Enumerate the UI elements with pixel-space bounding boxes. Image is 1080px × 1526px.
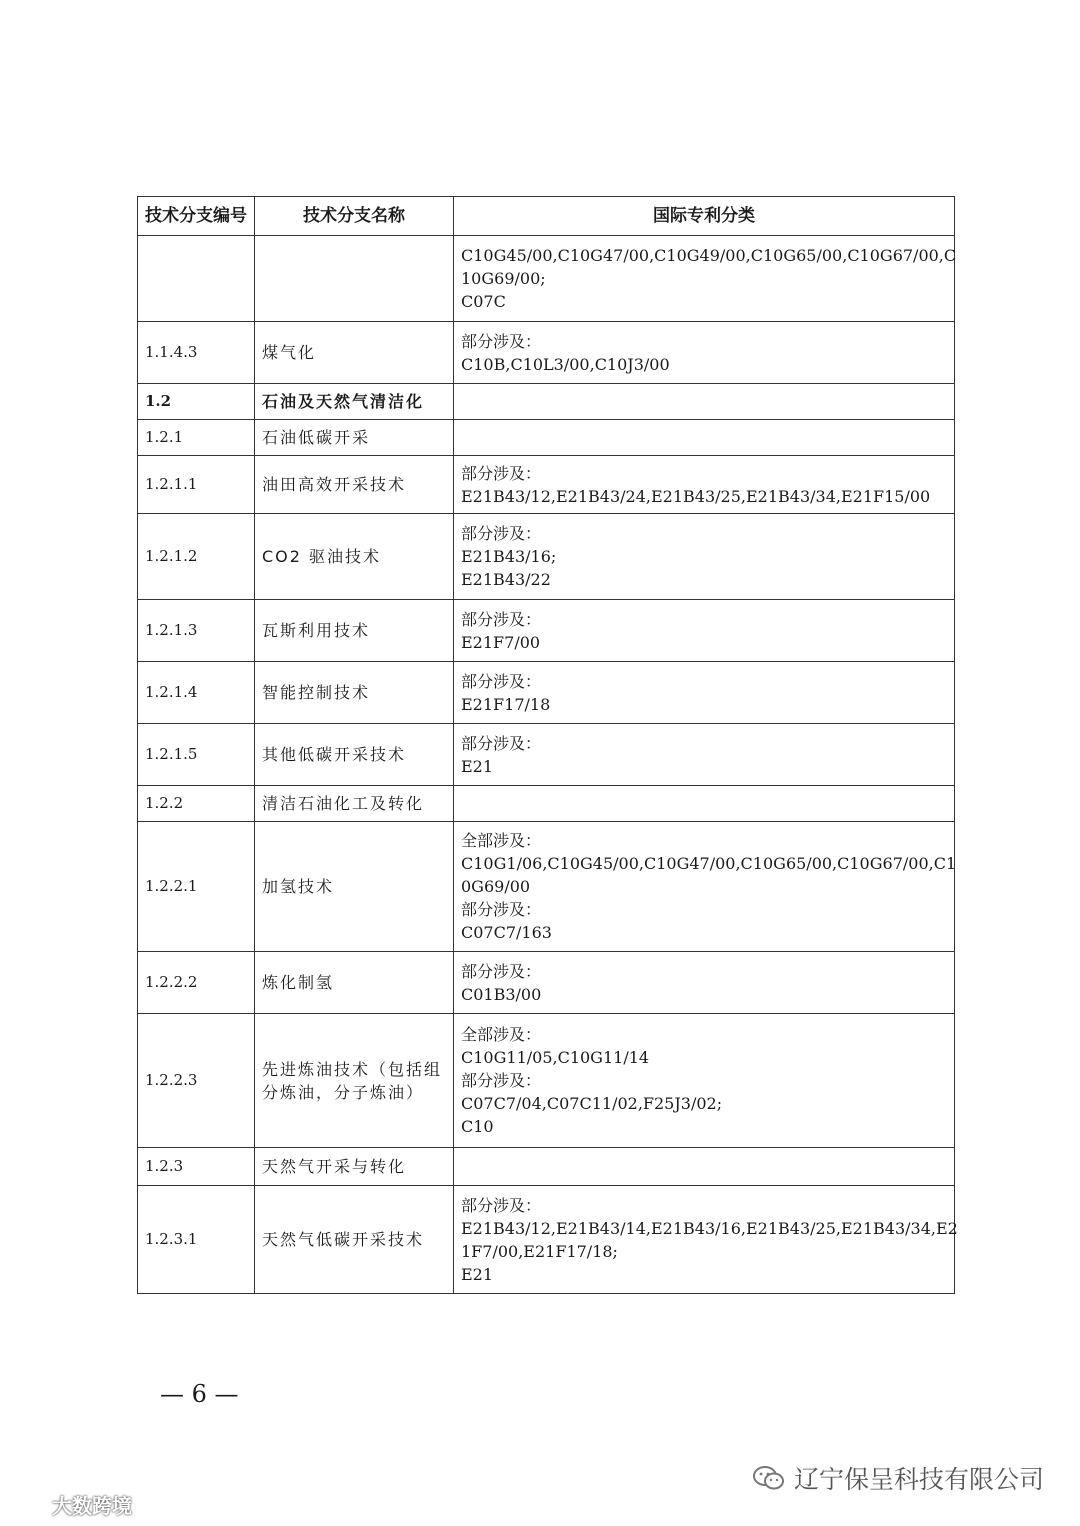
- ipc-line: 部分涉及：: [461, 733, 542, 753]
- branch-name: 油田高效开采技术: [255, 456, 454, 514]
- branch-name: 智能控制技术: [255, 662, 454, 724]
- ipc-line: 0G69/00: [461, 877, 531, 896]
- branch-code: 1.2.2.3: [138, 1014, 255, 1148]
- branch-code: 1.2.1.4: [138, 662, 255, 724]
- table-row: [138, 420, 955, 456]
- branch-name: 加氢技术: [255, 822, 454, 952]
- table-row: [138, 384, 955, 420]
- table-row: [138, 786, 955, 822]
- ipc-cell: [454, 822, 955, 952]
- ipc-line: C01B3/00: [461, 984, 542, 1004]
- ipc-line: E21B43/22: [461, 570, 551, 589]
- branch-code: [138, 236, 255, 322]
- branch-name: 天然气开采与转化: [255, 1148, 454, 1186]
- ipc-line: E21B43/12,E21B43/24,E21B43/25,E21B43/34,E21F15/00: [461, 486, 931, 506]
- ipc-line: C07C: [461, 292, 506, 311]
- branch-code: 1.2.1.5: [138, 724, 255, 786]
- branch-code: 1.2.2.2: [138, 952, 255, 1014]
- ipc-line: C10: [461, 1117, 494, 1136]
- header-name: 技术分支名称: [255, 197, 454, 236]
- ipc-line: 部分涉及：: [461, 463, 542, 483]
- ipc-cell: [454, 662, 955, 724]
- branch-code: 1.2: [138, 384, 255, 420]
- table-row: [138, 1186, 955, 1294]
- table-row: [138, 952, 955, 1014]
- ipc-cell: [454, 420, 955, 456]
- table-row: [138, 456, 955, 514]
- ipc-line: 部分涉及：: [461, 331, 542, 351]
- ipc-line: 部分涉及：: [461, 1071, 542, 1090]
- branch-name: 先进炼油技术（包括组分炼油，分子炼油）: [255, 1014, 454, 1148]
- ipc-line: 部分涉及：: [461, 671, 542, 691]
- branch-code: 1.2.2.1: [138, 822, 255, 952]
- ipc-line: E21: [461, 756, 494, 776]
- watermark-right: [752, 1460, 1044, 1496]
- branch-name: [255, 236, 454, 322]
- ipc-line: 部分涉及：: [461, 961, 542, 981]
- wechat-icon: [752, 1465, 786, 1491]
- ipc-cell: [454, 1014, 955, 1148]
- ipc-line: 部分涉及：: [461, 1195, 542, 1215]
- table-row: [138, 1148, 955, 1186]
- branch-name: 石油及天然气清洁化: [255, 384, 454, 420]
- ipc-line: C10G45/00,C10G47/00,C10G49/00,C10G65/00,C10G67/00,C: [461, 246, 957, 265]
- ipc-line: 部分涉及：: [461, 609, 542, 629]
- table-header-row: [138, 197, 955, 236]
- ipc-line: C07C7/04,C07C11/02,F25J3/02;: [461, 1094, 723, 1113]
- ipc-cell: [454, 236, 955, 322]
- ipc-line: 10G69/00;: [461, 269, 546, 288]
- ipc-line: E21B43/16;: [461, 547, 557, 566]
- ipc-cell: [454, 724, 955, 786]
- ipc-line: 全部涉及：: [461, 1025, 542, 1044]
- ipc-cell: [454, 1186, 958, 1294]
- branch-name: 煤气化: [255, 322, 454, 384]
- branch-code: 1.2.1.1: [138, 456, 255, 514]
- branch-name: 石油低碳开采: [255, 420, 454, 456]
- ipc-line: 部分涉及：: [461, 524, 542, 543]
- ipc-cell: [454, 384, 955, 420]
- ipc-line: 部分涉及：: [461, 900, 542, 919]
- ipc-line: E21F17/18: [461, 694, 551, 714]
- ipc-cell: [454, 600, 955, 662]
- branch-name: 其他低碳开采技术: [255, 724, 454, 786]
- table-row: [138, 1014, 955, 1148]
- table-row: [138, 600, 955, 662]
- header-code: 技术分支编号: [138, 197, 255, 236]
- cloud-logo-icon: [8, 1494, 48, 1516]
- branch-code: 1.2.1.2: [138, 514, 255, 600]
- branch-name: 天然气低碳开采技术: [255, 1186, 454, 1294]
- ipc-line: E21F7/00: [461, 632, 541, 652]
- ipc-line: E21B43/12,E21B43/14,E21B43/16,E21B43/25,E21B43/34,E2: [461, 1218, 958, 1238]
- branch-code: 1.2.3: [138, 1148, 255, 1186]
- branch-name: 瓦斯利用技术: [255, 600, 454, 662]
- table-row: [138, 322, 955, 384]
- ipc-line: E21: [461, 1264, 494, 1284]
- table-row: [138, 662, 955, 724]
- header-ipc: 国际专利分类: [454, 197, 955, 236]
- ipc-line: 1F7/00,E21F17/18;: [461, 1241, 618, 1261]
- page-number: — 6 —: [160, 1380, 239, 1408]
- ipc-line: C10G1/06,C10G45/00,C10G47/00,C10G65/00,C10G67/00,C1: [461, 854, 957, 873]
- ipc-line: C07C7/163: [461, 923, 552, 942]
- branch-name: CO2 驱油技术: [255, 514, 454, 600]
- table-row: [138, 822, 955, 952]
- ipc-cell: [454, 952, 955, 1014]
- table-row: [138, 236, 955, 322]
- watermark-left-text: 大数跨境: [52, 1494, 132, 1518]
- ipc-cell: [454, 514, 955, 600]
- branch-name: 清洁石油化工及转化: [255, 786, 454, 822]
- branch-code: 1.2.1.3: [138, 600, 255, 662]
- branch-name: 炼化制氢: [255, 952, 454, 1014]
- branch-code: 1.2.2: [138, 786, 255, 822]
- table-body: [138, 236, 958, 1294]
- table-row: [138, 724, 955, 786]
- ipc-cell: [454, 786, 955, 822]
- branch-code: 1.2.3.1: [138, 1186, 255, 1294]
- branch-code: 1.1.4.3: [138, 322, 255, 384]
- ipc-line: C10B,C10L3/00,C10J3/00: [461, 354, 670, 374]
- ipc-cell: [454, 456, 955, 514]
- ipc-line: 全部涉及：: [461, 831, 542, 850]
- ipc-cell: [454, 1148, 955, 1186]
- branch-code: 1.2.1: [138, 420, 255, 456]
- ipc-line: C10G11/05,C10G11/14: [461, 1048, 650, 1067]
- watermark-right-text: 辽宁保呈科技有限公司: [793, 1465, 1044, 1494]
- ipc-classification-table: [137, 196, 958, 1294]
- ipc-cell: [454, 322, 955, 384]
- watermark-left: [8, 1490, 132, 1519]
- table-row: [138, 514, 955, 600]
